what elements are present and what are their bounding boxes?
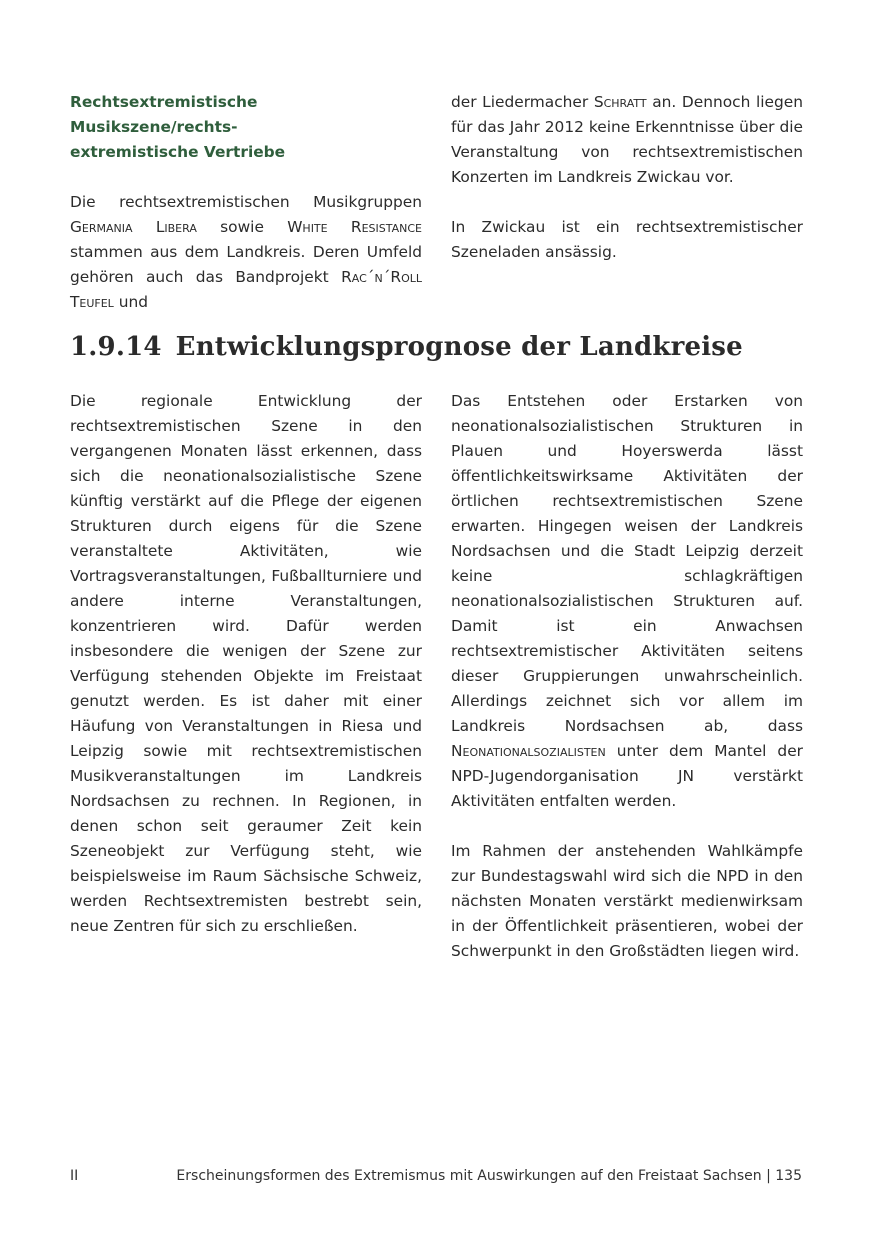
section-title [70, 330, 743, 364]
band-name: Germania Libera [70, 218, 197, 236]
subsection-heading-line1: Rechtsextremistische Musikszene/rechts- [70, 93, 258, 136]
artist-name: Schratt [593, 93, 647, 111]
section-title-text: Entwicklungsprognose der Landkreise [175, 332, 743, 362]
term-neonationalsozialisten: Neonationalsozialisten [451, 742, 606, 760]
section-number: 1.9.14 [70, 332, 162, 362]
paragraph-election: Im Rahmen der anstehenden Wahlkämpfe zur Bundestagswahl wird sich die NPD in den nächsten Monaten verstärkt medienwirksam in der Öffentlichkeit präsentieren, wobei der Schwerpunkt in den Großstädten liegen wird. [451, 842, 803, 960]
paragraph-regional-development: Die regionale Entwicklung der rechtsextremistischen Szene in den vergangenen Monaten lässt erkennen, dass sich die neonationalsozialistische Szene künftig verstärkt auf die Pflege der eigenen Strukturen durch eigens für die Szene veranstaltete Aktivitäten, wie Vortragsveranstaltungen, Fußballturniere und andere interne Veranstaltungen, konzentrieren wird. Dafür werden insbesondere die wenigen der Szene zur Verfügung stehenden Objekte im Freistaat genutzt werden. Es ist daher mit einer Häufung von Veranstaltungen in Riesa und Leipzig sowie mit rechtsextremistischen Musikveranstaltungen im Landkreis Nordsachsen zu rechnen. In Regionen, in denen schon seit geraumer Zeit kein Szeneobjekt zur Verfügung steht, wie beispielsweise im Raum Sächsische Schweiz, werden Rechtsextremisten bestrebt sein, neue Zentren für sich zu erschließen. [70, 392, 422, 935]
footer-running-title: Erscheinungsformen des Extremismus mit Auswirkungen auf den Freistaat Sachsen | 135 [176, 1168, 802, 1184]
top-right-column [451, 90, 803, 265]
subsection-heading [70, 90, 422, 165]
bottom-right-column [451, 389, 803, 964]
top-left-column [70, 90, 422, 315]
band-name: Rac´n´Roll Teufel [70, 268, 422, 311]
footer-chapter: II [70, 1168, 79, 1184]
bottom-left-column [70, 389, 422, 939]
paragraph-music-groups: Die rechtsextremistischen Musikgruppen Germania Libera sowie White Resistance stammen aus dem Landkreis. Deren Umfeld gehören auch das Bandprojekt Rac´n´Roll Teufel und [70, 193, 422, 311]
band-name: White Resistance [287, 218, 422, 236]
paragraph-shop: In Zwickau ist ein rechtsextremistischer Szeneladen ansässig. [451, 218, 803, 261]
paragraph-concerts: der Liedermacher Schratt an. Dennoch liegen für das Jahr 2012 keine Erkenntnisse über die Veranstaltung von rechtsextremistischen Konzerten im Landkreis Zwickau vor. [451, 93, 803, 186]
subsection-heading-line2: extremistische Vertriebe [70, 143, 286, 161]
paragraph-structures: Das Entstehen oder Erstarken von neonationalsozialistischen Strukturen in Plauen und Hoyerswerda lässt öffentlichkeitswirksame Aktivitäten der örtlichen rechtsextremistischen Szene erwarten. Hingegen weisen der Landkreis Nordsachsen und die Stadt Leipzig derzeit keine schlagkräftigen neonationalsozialistischen Strukturen auf. Damit ist ein Anwachsen rechtsextremistischer Aktivitäten seitens dieser Gruppierungen unwahrscheinlich. Allerdings zeichnet sich vor allem im Landkreis Nordsachsen ab, dass Neonationalsozialisten unter dem Mantel der NPD-Jugendorganisation JN verstärkt Aktivitäten entfalten werden. [451, 392, 803, 810]
